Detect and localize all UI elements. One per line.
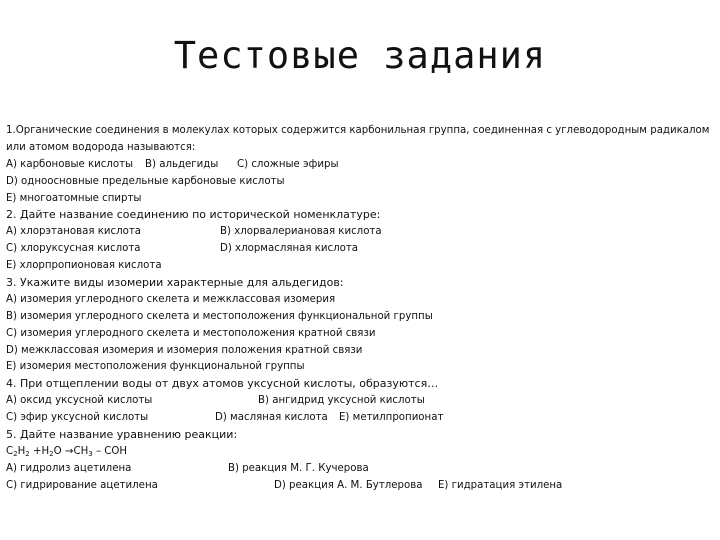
q1-option-c: С) сложные эфиры [237,158,339,170]
q4-option-c: С) эфир уксусной кислоты [6,412,149,424]
q3-option-a: А) изомерия углеродного скелета и межклассовая изомерия [6,293,336,305]
question-1-text-cont: или атомом водорода называются: [6,141,196,153]
q3-option-d: D) межклассовая изомерия и изомерия положения кратной связи [6,344,363,356]
q5-option-e: Е) гидратация этилена [438,479,563,491]
q2-option-d: D) хлормасляная кислота [220,243,359,255]
question-5-text: 5. Дайте название уравнению реакции: [6,428,238,442]
q4-option-b: В) ангидрид уксусной кислоты [258,395,425,407]
test-questions [6,123,716,495]
q1-option-d: D) одноосновные предельные карбоновые кислоты [6,175,285,187]
question-4-text: 4. При отщеплении воды от двух атомов уксусной кислоты, образуются… [6,377,439,391]
question-5-options-cde [6,478,716,495]
q3-option-c: С) изомерия углеродного скелета и местоположения кратной связи [6,327,376,339]
question-2-options-cd [6,241,716,258]
q1-option-b: В) альдегиды [145,158,219,170]
slide-title: Тестовые задания [173,34,547,77]
q5-option-b: В) реакция М. Г. Кучерова [228,462,369,474]
q3-option-e: Е) изомерия местоположения функциональной группы [6,361,305,373]
q1-option-a: А) карбоновые кислоты [6,158,134,170]
question-2-text: 2. Дайте название соединению по исторической номенклатуре: [6,208,381,222]
reaction-arrow-icon: → [64,445,74,457]
q5-option-c: С) гидрирование ацетилена [6,479,158,491]
question-4-options-cde [6,410,716,427]
q2-option-e: Е) хлорпропионовая кислота [6,260,162,272]
q4-option-d: D) масляная кислота [215,412,328,424]
question-2-options-ab [6,224,716,241]
question-1-text: 1.Органические соединения в молекулах которых содержится карбонильная группа, соединенная с углеводородным радикалом [6,125,710,136]
q4-option-e: Е) метилпропионат [339,412,444,424]
q3-option-b: В) изомерия углеродного скелета и местоположения функциональной группы [6,310,433,322]
q4-option-a: А) оксид уксусной кислоты [6,395,153,407]
q5-option-d: D) реакция А. М. Бутлерова [274,479,423,491]
q1-option-e: Е) многоатомные спирты [6,192,142,204]
question-5-options-ab [6,461,716,478]
q2-option-b: В) хлорвалериановая кислота [220,226,382,238]
q5-option-a: А) гидролиз ацетилена [6,462,132,474]
question-3-text: 3. Укажите виды изомерии характерные для альдегидов: [6,276,344,290]
q2-option-a: А) хлорэтановая кислота [6,226,141,238]
reaction-equation: $C_2H_2 +H_2O \to CH_3$ – COH [6,445,128,458]
q2-option-c: С) хлоруксусная кислота [6,243,141,255]
question-4-options-ab [6,393,716,410]
question-1-options-abc [6,157,716,174]
